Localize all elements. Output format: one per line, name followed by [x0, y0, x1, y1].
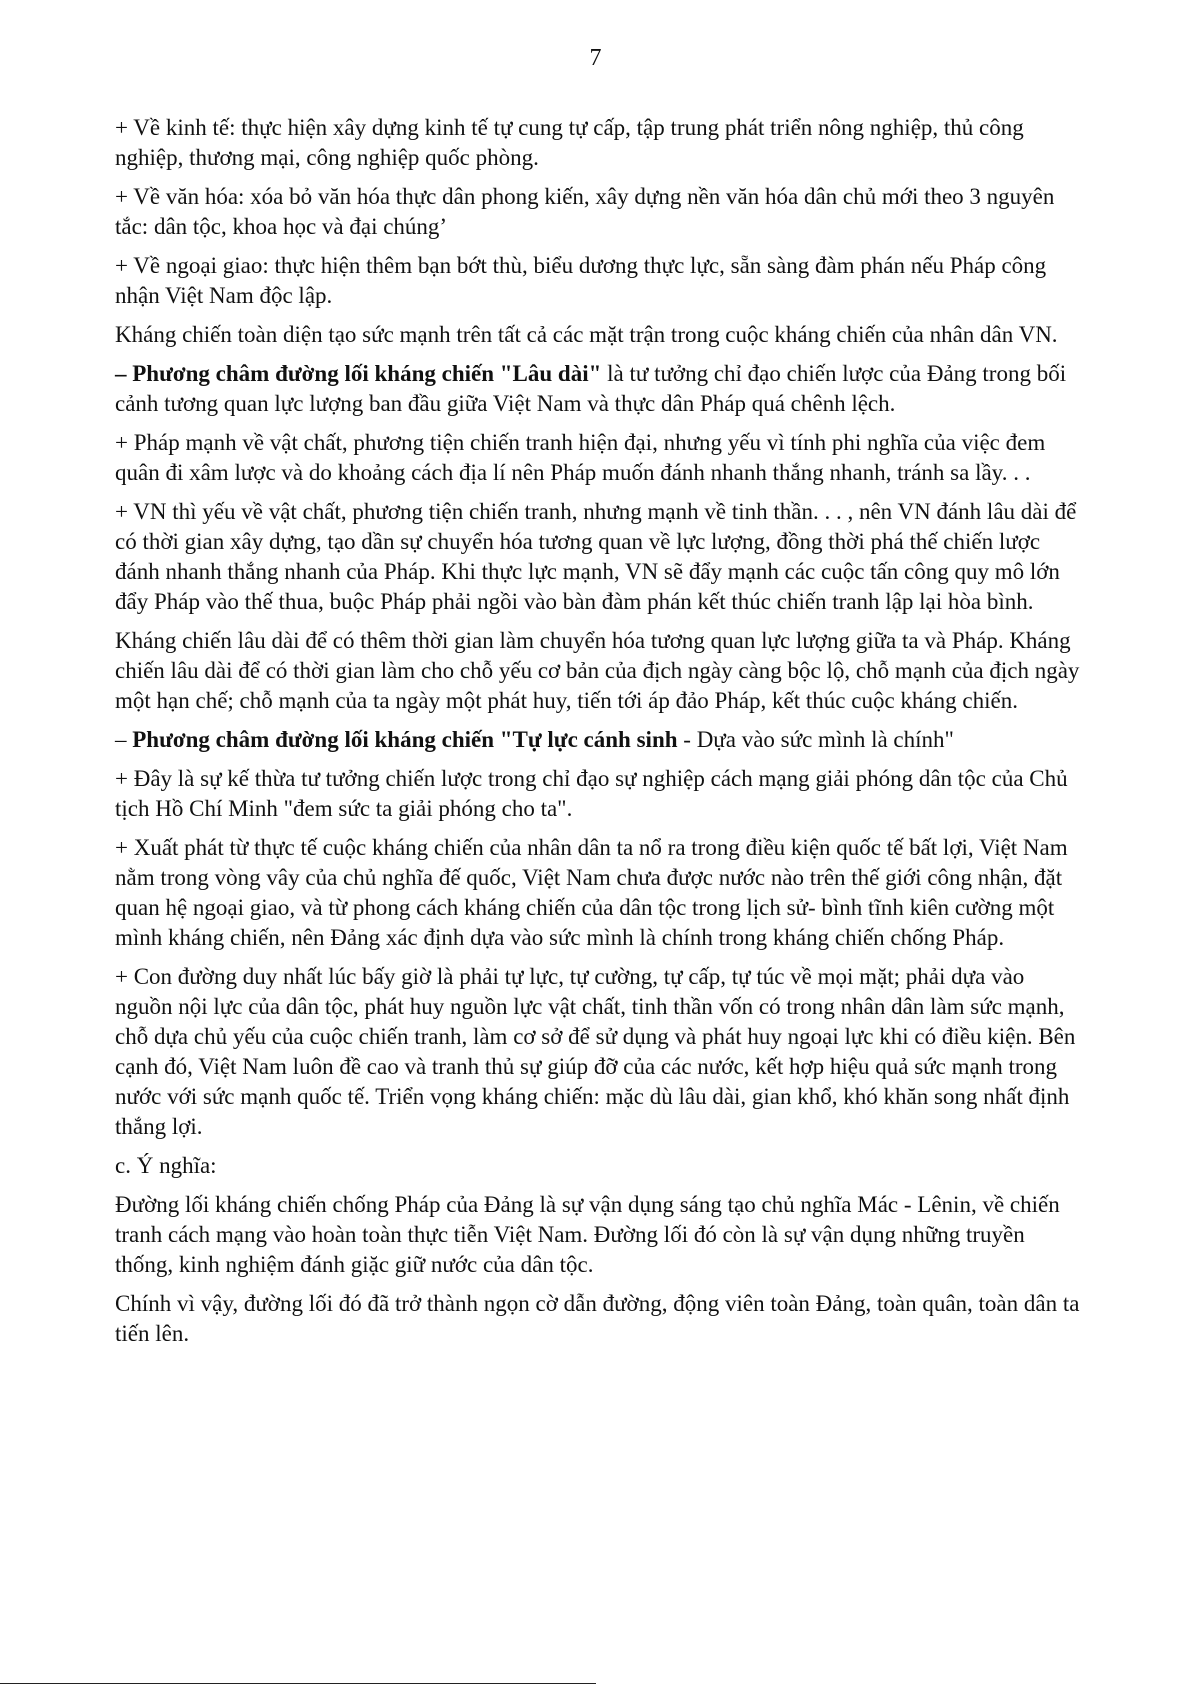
paragraph-only-path: + Con đường duy nhất lúc bấy giờ là phải tự lực, tự cường, tự cấp, tự túc về mọi mặt; phải dựa vào nguồn nội lực của dân tộc, phát huy nguồn lực vật chất, tinh thần vốn có trong nhân dân làm sức mạnh, chỗ dựa chủ yếu của cuộc chiến tranh, làm cơ sở để sử dụng và phát huy ngoại lực khi có điều kiện. Bên cạnh đó, Việt Nam luôn đề cao và tranh thủ sự giúp đỡ của các nước, kết hợp hiệu quả sức mạnh trong nước với sức mạnh quốc tế. Triển vọng kháng chiến: mặc dù lâu dài, gian khổ, khó khăn song nhất định thắng lợi.	[115, 964, 1076, 1139]
paragraph-self-reliance-text: - Dựa vào sức mình là chính"	[677, 727, 954, 752]
paragraph-france-strength: + Pháp mạnh về vật chất, phương tiện chiến tranh hiện đại, nhưng yếu vì tính phi nghĩa của việc đem quân đi xâm lược và do khoảng cách địa lí nên Pháp muốn đánh nhanh thắng nhanh, tránh sa lầy. . .	[115, 430, 1046, 485]
paragraph-significance: Đường lối kháng chiến chống Pháp của Đảng là sự vận dụng sáng tạo chủ nghĩa Mác - Lênin, về chiến tranh cách mạng vào hoàn toàn thực tiễn Việt Nam. Đường lối đó còn là sự vận dụng những truyền thống, kinh nghiệm đánh giặc giữ nước của dân tộc.	[115, 1192, 1060, 1277]
paragraph-culture: + Về văn hóa: xóa bỏ văn hóa thực dân phong kiến, xây dựng nền văn hóa dân chủ mới theo 3 nguyên tắc: dân tộc, khoa học và đại chúng’	[115, 184, 1055, 239]
paragraph-international-context: + Xuất phát từ thực tế cuộc kháng chiến của nhân dân ta nổ ra trong điều kiện quốc tế bất lợi, Việt Nam nằm trong vòng vây của chủ nghĩa đế quốc, Việt Nam chưa được nước nào trên thế giới công nhận, đặt quan hệ ngoại giao, và từ phong cách kháng chiến của dân tộc trong lịch sử- bình tĩnh kiên cường một mình kháng chiến, nên Đảng xác định dựa vào sức mình là chính trong kháng chiến chống Pháp.	[115, 835, 1068, 950]
paragraph-economy: + Về kinh tế: thực hiện xây dựng kinh tế tự cung tự cấp, tập trung phát triển nông nghiệp, thủ công nghiệp, thương mại, công nghiệp quốc phòng.	[115, 115, 1024, 170]
paragraph-vn-strategy: + VN thì yếu về vật chất, phương tiện chiến tranh, nhưng mạnh về tinh thần. . . , nên VN đánh lâu dài để có thời gian xây dựng, tạo dần sự chuyển hóa tương quan về lực lượng, đồng thời phá thế chiến lược đánh nhanh thắng nhanh của Pháp. Khi thực lực mạnh, VN sẽ đẩy mạnh các cuộc tấn công quy mô lớn đẩy Pháp vào thế thua, buộc Pháp phải ngồi vào bàn đàm phán kết thúc chiến tranh lập lại hòa bình.	[115, 499, 1077, 614]
paragraph-ho-chi-minh-thought: + Đây là sự kế thừa tư tưởng chiến lược trong chỉ đạo sự nghiệp cách mạng giải phóng dân tộc của Chủ tịch Hồ Chí Minh "đem sức ta giải phóng cho ta".	[115, 766, 1068, 821]
heading-long-term: – Phương châm đường lối kháng chiến "Lâu dài"	[115, 361, 602, 386]
paragraph-comprehensive-resistance: Kháng chiến toàn diện tạo sức mạnh trên tất cả các mặt trận trong cuộc kháng chiến của nhân dân VN.	[115, 322, 1058, 347]
section-heading-significance: c. Ý nghĩa:	[115, 1153, 217, 1178]
paragraph-conclusion: Chính vì vậy, đường lối đó đã trở thành ngọn cờ dẫn đường, động viên toàn Đảng, toàn quân, toàn dân ta tiến lên.	[115, 1291, 1080, 1346]
paragraph-diplomacy: + Về ngoại giao: thực hiện thêm bạn bớt thù, biểu dương thực lực, sẵn sàng đàm phán nếu Pháp công nhận Việt Nam độc lập.	[115, 253, 1047, 308]
document-body	[115, 113, 1085, 1358]
paragraph-long-term-purpose: Kháng chiến lâu dài để có thêm thời gian làm chuyển hóa tương quan lực lượng giữa ta và Pháp. Kháng chiến lâu dài để có thời gian làm cho chỗ yếu cơ bản của địch ngày càng bộc lộ, chỗ mạnh của địch ngày một hạn chế; chỗ mạnh của ta ngày một phát huy, tiến tới áp đảo Pháp, kết thúc cuộc kháng chiến.	[115, 628, 1080, 713]
paragraph-long-term-guideline	[115, 359, 1085, 419]
paragraph-self-reliance-guideline	[115, 725, 1085, 755]
paragraph-long-term-text: là tư tưởng chỉ đạo chiến lược của Đảng trong bối cảnh tương quan lực lượng ban đầu giữa Việt Nam và thực dân Pháp quá chênh lệch.	[115, 361, 1067, 416]
heading-self-reliance: Phương châm đường lối kháng chiến "Tự lực cánh sinh	[132, 727, 678, 752]
footer-divider	[0, 1683, 596, 1684]
dash-prefix: –	[115, 727, 133, 752]
page-number: 7	[589, 45, 602, 71]
